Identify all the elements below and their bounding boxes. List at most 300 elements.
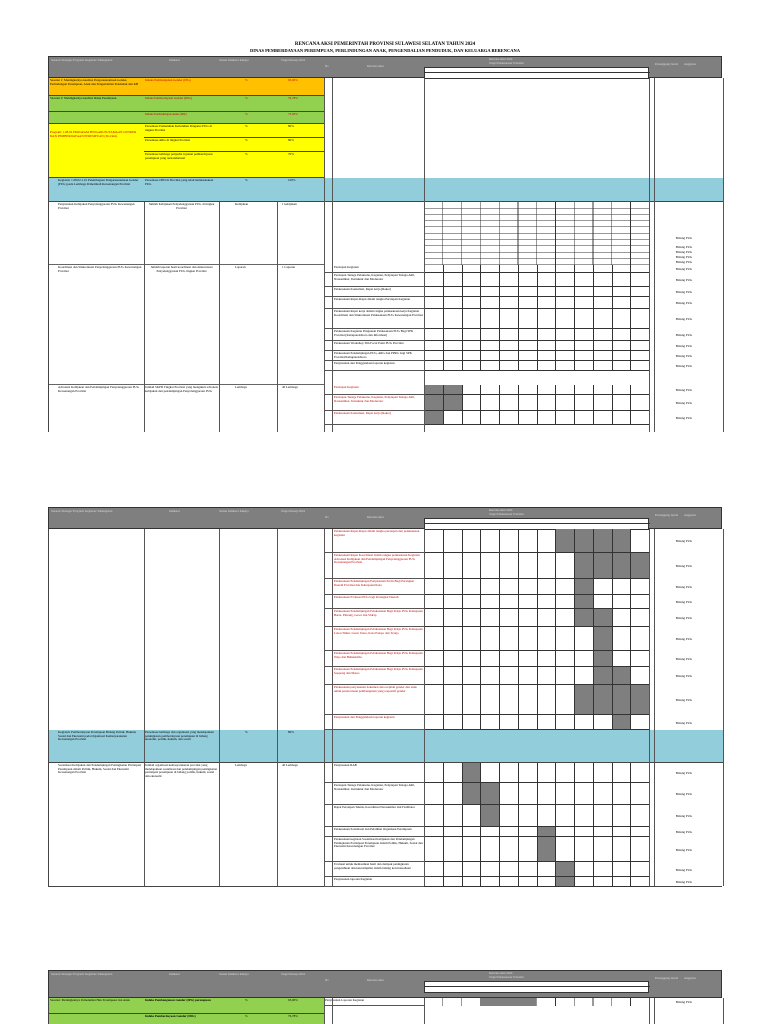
unit-label: Bidang PUG [675,539,693,543]
month-cell [555,341,574,351]
schedule-row [424,651,649,667]
schedule-row [424,411,649,425]
month-cell [424,837,443,862]
schedule-row [424,395,649,411]
month-cell [612,579,631,595]
unit-label: Bidang PUG [675,333,693,337]
month-cell [424,862,443,877]
month-cell [499,627,518,651]
page-3 [48,970,722,1024]
month-cell [537,579,556,595]
month-cell [480,309,499,329]
month-cell [630,341,649,351]
band-sasaran-3: Indeks Perlindungan Anak (IPA) % 73,00% [49,112,324,124]
month-cell [574,529,593,553]
unit-label: Bidang PUG [675,290,693,294]
month-cell [499,529,518,553]
month-cell [537,877,556,887]
month-cell [612,553,631,579]
unit-label: Bidang PUG [675,388,693,392]
month-cell [537,805,556,827]
month-cell [443,715,462,730]
month-cell [555,862,574,877]
month-cell [574,595,593,609]
month-cell [612,805,631,827]
month-cell [443,827,462,837]
month-cell [612,385,631,395]
month-cell [480,385,499,395]
month-cell [518,651,537,667]
month-cell [612,837,631,862]
month-cell [593,827,612,837]
month-cell [462,763,481,783]
month-cell [574,385,593,395]
month-cell [424,805,443,827]
schedule-row [424,609,649,627]
month-cell [480,341,499,351]
schedule-row [424,273,649,287]
month-cell [630,805,649,827]
unit-label: Bidang PUG [675,698,693,702]
month-cell [443,579,462,595]
month-cell [555,609,574,627]
month-cell [612,329,631,341]
month-cell [443,595,462,609]
unit-bidang-pug: Bidang PUG [675,1000,693,1004]
month-cell [612,609,631,627]
month-cell [424,341,443,351]
month-cell [499,385,518,395]
month-cell [593,341,612,351]
schedule-row [424,837,649,862]
month-cell [518,783,537,805]
subkegiatan-sosialisasi: Sosialisasi Kebijakan dan Pendampingan Peningkatan Partisipasi Perempuan dalam Politik, Hukum, Sosial dan Ekonomi Kewenangan Provinsi Jumlah organisasi kemasyarakatan provinsi yang mendapatkan sosialisasi dan pendampingan peningkatan partisipasi perempuan di bidang politik, hukum, sosial dan ekonomi Lembaga 40 Lembaga [58,763,298,778]
month-cell [593,685,612,715]
subkegiatan-kebijakan-pug: Penyusunan Kebijakan Penyelenggaraan PUG Kewenangan Provinsi Jumlah Kebijakan Penyelenggaraan PUG di tingkat Provinsi Kebijakan 1 kebijakan [49,202,324,265]
schedule-row [424,385,649,395]
month-cell [537,609,556,627]
month-cell [499,877,518,887]
month-cell [537,351,556,361]
month-cell [630,837,649,862]
month-cell [499,827,518,837]
month-cell [424,309,443,329]
month-cell [574,651,593,667]
month-cell [630,827,649,837]
activity-item: Pelaksanaan Konsultasi, Rapat kerja (Raker) [324,287,424,297]
month-cell [537,361,556,371]
month-cell [424,529,443,553]
month-cell [630,529,649,553]
month-cell [462,715,481,730]
month-cell [443,329,462,341]
month-cell [462,595,481,609]
month-cell [443,385,462,395]
month-cell [593,805,612,827]
header-aksi: Rencana Aksi [367,64,384,68]
month-cell [555,351,574,361]
activity-item: Pelaksanaan Sosialisasi dan Pelatihan Organisasi Perempuan [324,827,424,837]
month-cell [462,685,481,715]
month-cell [518,837,537,862]
schedule-row [424,361,649,371]
month-cell [555,805,574,827]
schedule-row [424,877,649,887]
month-cell [443,609,462,627]
month-cell [555,595,574,609]
unit-label: Bidang PUG [675,616,693,620]
month-cell [499,805,518,827]
month-cell [612,595,631,609]
month-cell [630,627,649,651]
month-cell [593,579,612,595]
doc-title: RENCANA AKSI PEMERINTAH PROVINSI SULAWESI SELATAN TAHUN 2024 [294,42,476,47]
activity-item: Pelaksanaan Rapat Koordinasi dalam rangka pelaksanaan Kegiatan Advokasi Kebijakan dan Pendampingan Penyelenggaraan PUG Kewenangan Provinsi [324,553,424,579]
unit-bidang-pug: Bidang PUG [675,250,693,254]
month-cell [424,595,443,609]
month-cell [499,595,518,609]
schedule-grid-p3 [424,998,649,1006]
month-cell [518,609,537,627]
month-cell [555,685,574,715]
month-cell [574,361,593,371]
month-cell [612,783,631,805]
month-cell [518,309,537,329]
unit-label: Bidang PUG [675,720,693,725]
month-cell [630,273,649,287]
month-cell [630,783,649,805]
unit-label: Bidang PUG [675,317,693,321]
month-cell [593,783,612,805]
month-cell [574,309,593,329]
month-cell [612,273,631,287]
month-cell [593,763,612,783]
month-cell [499,783,518,805]
month-cell [424,297,443,309]
band-program: Program: 1.08.02 PROGRAM PENGARUSUTAMAAN GENDER DAN PEMBERDAYAAN PEREMPUAN (Provinsi) Persentase Pemenuhan Kebutuhan Pengarus PUG di tingkat Provinsi % 80% Persentase ARG di tingkat Provinsi % 80% Persentase lembaga penyedia layanan pemberdayaan perempuan yang terstandarisasi % 70% [49,124,324,178]
month-cell [462,805,481,827]
table-body-2 [48,529,722,887]
activity-item: Persiapan Kegiatan [324,265,424,273]
month-cell [537,783,556,805]
month-cell [574,265,593,273]
month-cell [593,667,612,685]
month-cell [424,273,443,287]
subkegiatan-advokasi-pug: Advokasi Kebijakan dan Pendampingan Penyelenggaraan PUG Kewenangan Provinsi Jumlah SKPD Tingkat Provinsi yang mengikuti advokasi kebijakan dan pendampingan Penyelenggaraan PUG Lembaga 40 Lembaga [58,385,298,393]
month-cell [630,579,649,595]
month-cell [480,609,499,627]
month-cell [518,361,537,371]
doc-subtitle: DINAS PEMBERDAYAAN PEREMPUAN, PERLINDUNGAN ANAK, PENGENDALIAN PENDUDUK, DAN KELUARGA BERENCANA [250,48,520,53]
month-cell [462,385,481,395]
activity-item: Persiapan Kegiatan [324,385,424,395]
month-cell [555,329,574,341]
month-cell [630,265,649,273]
month-cell [424,609,443,627]
month-cell [480,351,499,361]
unit-label: Bidang PUG [675,657,693,661]
month-cell [424,385,443,395]
month-cell [424,715,443,730]
month-cell [593,862,612,877]
month-cell [480,862,499,877]
month-cell [443,297,462,309]
month-cell [574,287,593,297]
month-cell [518,579,537,595]
month-cell [555,627,574,651]
month-cell [612,341,631,351]
month-cell [612,651,631,667]
month-cell [462,609,481,627]
month-cell [593,651,612,667]
header-jadwal: Target Pelaksanaan Triwulan [489,61,524,65]
month-cell [537,553,556,579]
month-cell [518,385,537,395]
month-cell [443,763,462,783]
schedule-row [424,297,649,309]
month-cell [574,553,593,579]
month-cell [593,529,612,553]
month-cell [480,805,499,827]
unit-label: Bidang PUG [675,880,693,884]
month-cell [574,877,593,887]
unit-label: Bidang PUG [675,267,693,271]
header-satuan: Satuan Indikator Kinerja [219,58,249,62]
month-cell [480,579,499,595]
band-sasaran-hak: Sasaran: Meningkatnya Pemenuhan Hak Perempuan dan Anak Indeks Pembangunan Gender (IPG) perempuan % 93,00% [49,998,324,1014]
unit-label: Bidang PUG [675,771,693,775]
unit-label: Bidang PUG [675,830,693,834]
band-sasaran-idg: Indeks Pemberdayaan Gender (IDG) % 76,78% [49,1014,324,1024]
activity-item: Pelaksanaan Workshop Tim Focal Point PUG Provinsi [324,341,424,351]
month-cell [480,361,499,371]
month-cell [518,329,537,341]
unit-label: Bidang PUG [675,847,693,852]
month-cell [499,351,518,361]
month-cell [612,351,631,361]
month-cell [612,827,631,837]
unit-label: Bidang PUG [675,637,693,641]
month-cell [574,411,593,425]
month-cell [612,667,631,685]
unit-label: Bidang PUG [675,278,693,282]
month-cell [593,361,612,371]
month-cell [630,685,649,715]
unit-label: Bidang PUG [675,792,693,796]
month-cell [574,715,593,730]
month-cell [555,667,574,685]
month-cell [462,877,481,887]
month-cell [462,309,481,329]
month-cell [480,329,499,341]
month-cell [630,411,649,425]
month-cell [612,685,631,715]
month-cell [537,827,556,837]
month-cell [555,877,574,887]
activity-item: Penyusunan dan Penggandaan laporan kegiatan [324,361,424,371]
activity-item: Pelaksanaan Pendampingan Pelaksanaan Bagi Pokja PUG Kabupaten Barru, Pinrang, Gowa dan Sidrap [324,609,424,627]
unit-label: Bidang PUG [675,585,693,589]
table-body [48,78,722,432]
month-cell [443,685,462,715]
month-cell [630,287,649,297]
month-cell [480,395,499,411]
month-cell [462,287,481,297]
month-cell [574,341,593,351]
unit-label: Bidang PUG [675,600,693,604]
schedule-row [424,715,649,730]
unit-label: Bidang PUG [675,814,693,818]
month-cell [480,651,499,667]
month-cell [574,783,593,805]
month-cell [518,862,537,877]
month-cell [462,273,481,287]
month-cell [593,595,612,609]
month-cell [424,579,443,595]
month-cell [462,351,481,361]
band-kegiatan-pug: Kegiatan: 1.08.02.1.01 Pelembagaan Pengarusutamaan Gender (PUG) pada Lembaga Pemerintah Kewenangan Provinsi Persentase OPD di Provinsi yang telah melaksanakan PUG % 100% [49,178,723,202]
month-cell [630,862,649,877]
month-cell [630,651,649,667]
month-cell [480,287,499,297]
month-cell [612,395,631,411]
month-cell [555,411,574,425]
month-cell [480,273,499,287]
month-cell [462,529,481,553]
month-cell [499,579,518,595]
month-cell [424,329,443,341]
schedule-row [424,553,649,579]
month-cell [443,351,462,361]
month-cell [443,529,462,553]
schedule-row [424,341,649,351]
month-cell [612,297,631,309]
month-cell [480,627,499,651]
month-cell [443,273,462,287]
month-cell [443,395,462,411]
month-cell [462,827,481,837]
month-cell [537,309,556,329]
month-cell [630,351,649,361]
month-cell [480,763,499,783]
month-cell [462,579,481,595]
month-cell [612,877,631,887]
band-sasaran-2: Sasaran 2: Meningkatnya kualitas hidup Perempuan Indeks Pemberdayaan Gender (IDG) % 76,78% [49,96,324,112]
month-cell [593,297,612,309]
schedule-grid-sub1 [424,202,649,265]
month-cell [518,763,537,783]
header-no: No [325,64,329,68]
activity-item: Pelaksanaan Kegiatan Penguatan Pelaksanaan PUG Bagi SPK Provinsi (Kabupaten/Kota dan Informasi) [324,329,424,341]
activity-item: Pelaksanaan kegiatan Sosialisasi Kebijakan dan Pendampingan Peningkatan Partisipasi Perempuan dalam Politik, Hukum, Sosial dan Ekonomi Kewenangan Provinsi [324,837,424,862]
month-cell [443,265,462,273]
month-cell [480,529,499,553]
activity-item: Penyusunan Laporan Kegiatan [324,998,424,1006]
month-cell [574,351,593,361]
month-cell [593,287,612,297]
month-cell [499,309,518,329]
activity-item: Pelaksanaan Rapat-Rapat dalam rangka persiapan dan pelaksanaan kegiatan [324,529,424,553]
schedule-row [424,667,649,685]
month-cell [574,805,593,827]
month-cell [537,651,556,667]
month-cell [593,715,612,730]
month-cell [462,341,481,351]
month-cell [574,609,593,627]
month-cell [555,763,574,783]
month-cell [593,309,612,329]
month-cell [537,385,556,395]
month-cell [443,553,462,579]
schedule-row [424,627,649,651]
month-cell [424,783,443,805]
month-cell [518,395,537,411]
month-cell [443,361,462,371]
month-cell [424,877,443,887]
month-cell [499,609,518,627]
month-cell [630,297,649,309]
month-cell [555,651,574,667]
month-cell [574,297,593,309]
month-cell [574,395,593,411]
month-cell [424,651,443,667]
month-cell [462,783,481,805]
month-cell [630,385,649,395]
table-header-2: Sasaran Strategis/ Program/ Kegiatan/ Subkegiatan Indikator Satuan Indikator Kinerja Target Kinerja 2024 No Rencana Aksi Rencana Aksi 2024 Target Pelaksanaan Triwulan Penanggung Jawab Anggaran [48,507,722,529]
activity-item: Pelaksanaan Rapat-Rapat dalam rangka Persiapan Kegiatan [324,297,424,309]
header-indikator: Indikator [169,58,180,62]
month-cell [518,667,537,685]
month-cell [462,361,481,371]
month-cell [424,685,443,715]
schedule-row [424,579,649,595]
month-cell [537,763,556,783]
month-cell [443,341,462,351]
month-cell [480,265,499,273]
month-cell [499,862,518,877]
month-cell [574,763,593,783]
month-cell [555,265,574,273]
month-cell [537,265,556,273]
month-cell [518,805,537,827]
month-cell [424,627,443,651]
month-cell [537,297,556,309]
header-target: Target Kinerja 2024 [281,58,306,62]
month-cell [537,329,556,341]
month-cell [630,715,649,730]
header-sasaran: Sasaran Strategis/ Program/ Kegiatan/ Subkegiatan [51,58,113,62]
month-cell [499,287,518,297]
month-cell [443,651,462,667]
month-cell [612,862,631,877]
month-cell [462,411,481,425]
header-ket: Penanggung Jawab [655,62,679,66]
month-cell [555,361,574,371]
month-cell [630,763,649,783]
month-cell [518,553,537,579]
activity-item: Penyusunan laporan Kegiatan [324,877,424,887]
unit-label: Bidang PUG [675,301,693,305]
month-cell [518,877,537,887]
schedule-row [424,805,649,827]
month-cell [612,715,631,730]
month-cell [555,395,574,411]
activity-item: Penyusunan dan Penggandaan laporan kegiatan [324,715,424,730]
month-cell [574,627,593,651]
month-cell [593,395,612,411]
month-cell [555,783,574,805]
month-cell [499,553,518,579]
